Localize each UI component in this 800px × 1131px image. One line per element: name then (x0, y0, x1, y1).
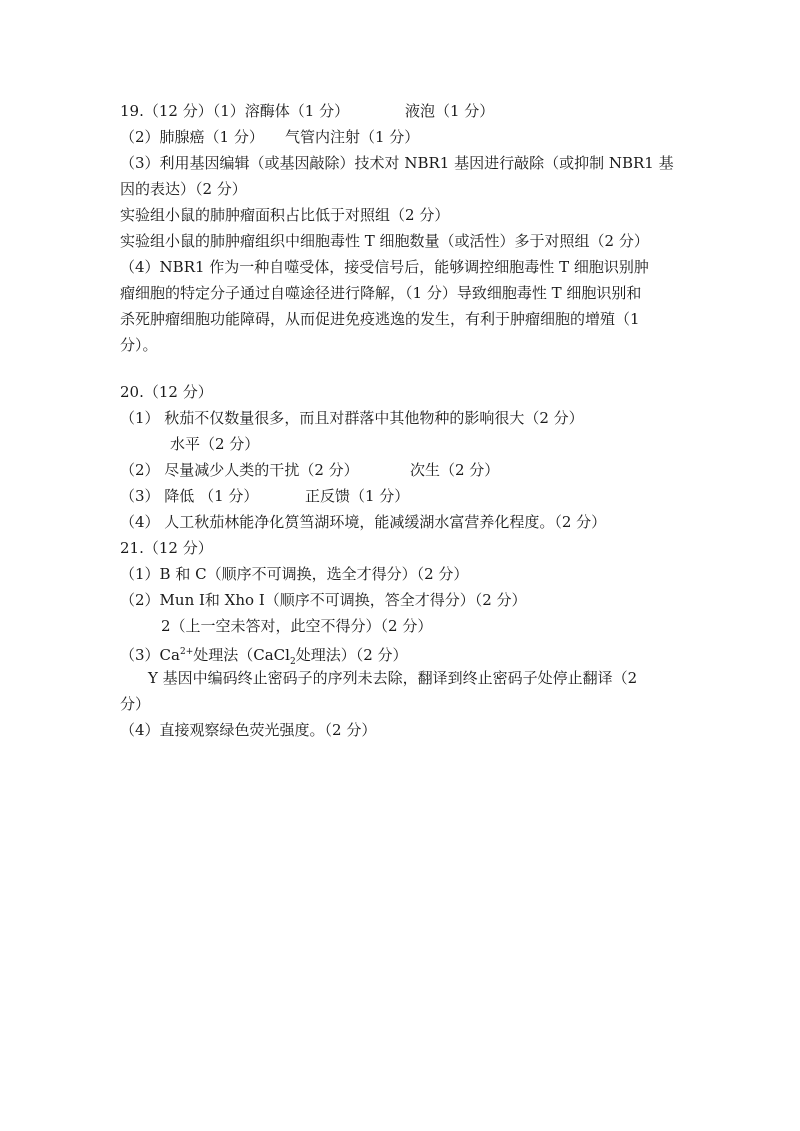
q19-line-9: 杀死肿瘤细胞功能障碍，从而促进免疫逃逸的发生，有利于肿瘤细胞的增殖（1 (120, 310, 640, 328)
q19-line-10: 分）。 (120, 336, 158, 354)
q19-part1-answer: 19.（12 分）（1）溶酶体（1 分） (120, 102, 350, 120)
q19-part2-answer-b: 气管内注射（1 分） (285, 128, 420, 146)
q21-line-5: Y 基因中编码终止密码子的序列未去除，翻译到终止密码子处停止翻译（2 (148, 669, 638, 687)
q19-part2-answer: （2）肺腺癌（1 分） (120, 128, 264, 146)
q20-heading: 20.（12 分） (120, 383, 213, 401)
q19-part1-answer-b: 液泡（1 分） (405, 102, 495, 120)
calcium-charge-superscript: 2+ (179, 647, 194, 657)
q20-part2-answer: （2） 尽量减少人类的干扰（2 分） (120, 461, 359, 479)
q21-part3-suffix: 处理法）（2 分） (295, 646, 408, 664)
q19-line-7: （4）NBR1 作为一种自噬受体，接受信号后，能够调控细胞毒性 T 细胞识别肿 (120, 258, 649, 276)
q21-line-7: （4）直接观察绿色荧光强度。（2 分） (120, 721, 377, 739)
q21-line-3: 2（上一空未答对，此空不得分）（2 分） (161, 617, 433, 635)
q20-line-1: （1） 秋茄不仅数量很多，而且对群落中其他物种的影响很大（2 分） (120, 409, 584, 427)
q19-line-3: （3）利用基因编辑（或基因敲除）技术对 NBR1 基因进行敲除（或抑制 NBR1 基 (120, 154, 674, 172)
q21-line-6: 分） (120, 695, 151, 713)
q19-line-4: 因的表达）（2 分） (120, 180, 247, 198)
q19-line-8: 瘤细胞的特定分子通过自噬途径进行降解，（1 分）导致细胞毒性 T 细胞识别和 (120, 284, 642, 302)
q20-line-2: 水平（2 分） (170, 435, 260, 453)
q21-part3-prefix: （3）Ca (120, 646, 180, 664)
q20-part3-answer: （3） 降低 （1 分） (120, 487, 259, 505)
q21-line-2: （2）Mun Ⅰ和 Xho Ⅰ（顺序不可调换，答全才得分）（2 分） (120, 591, 527, 609)
q20-part2-answer-b: 次生（2 分） (410, 461, 500, 479)
q19-line-6: 实验组小鼠的肺肿瘤组织中细胞毒性 T 细胞数量（或活性）多于对照组（2 分） (120, 232, 649, 250)
q21-part3-mid: 处理法（CaCl (193, 646, 290, 664)
q21-line-1: （1）B 和 C（顺序不可调换，选全才得分）（2 分） (120, 565, 469, 583)
q20-line-5: （4） 人工秋茄林能净化筼筜湖环境，能减缓湖水富营养化程度。（2 分） (120, 513, 607, 531)
q20-part3-answer-b: 正反馈（1 分） (305, 487, 410, 505)
q21-heading: 21.（12 分） (120, 539, 213, 557)
chloride-subscript: 2 (289, 657, 296, 667)
q19-line-5: 实验组小鼠的肺肿瘤面积占比低于对照组（2 分） (120, 206, 450, 224)
